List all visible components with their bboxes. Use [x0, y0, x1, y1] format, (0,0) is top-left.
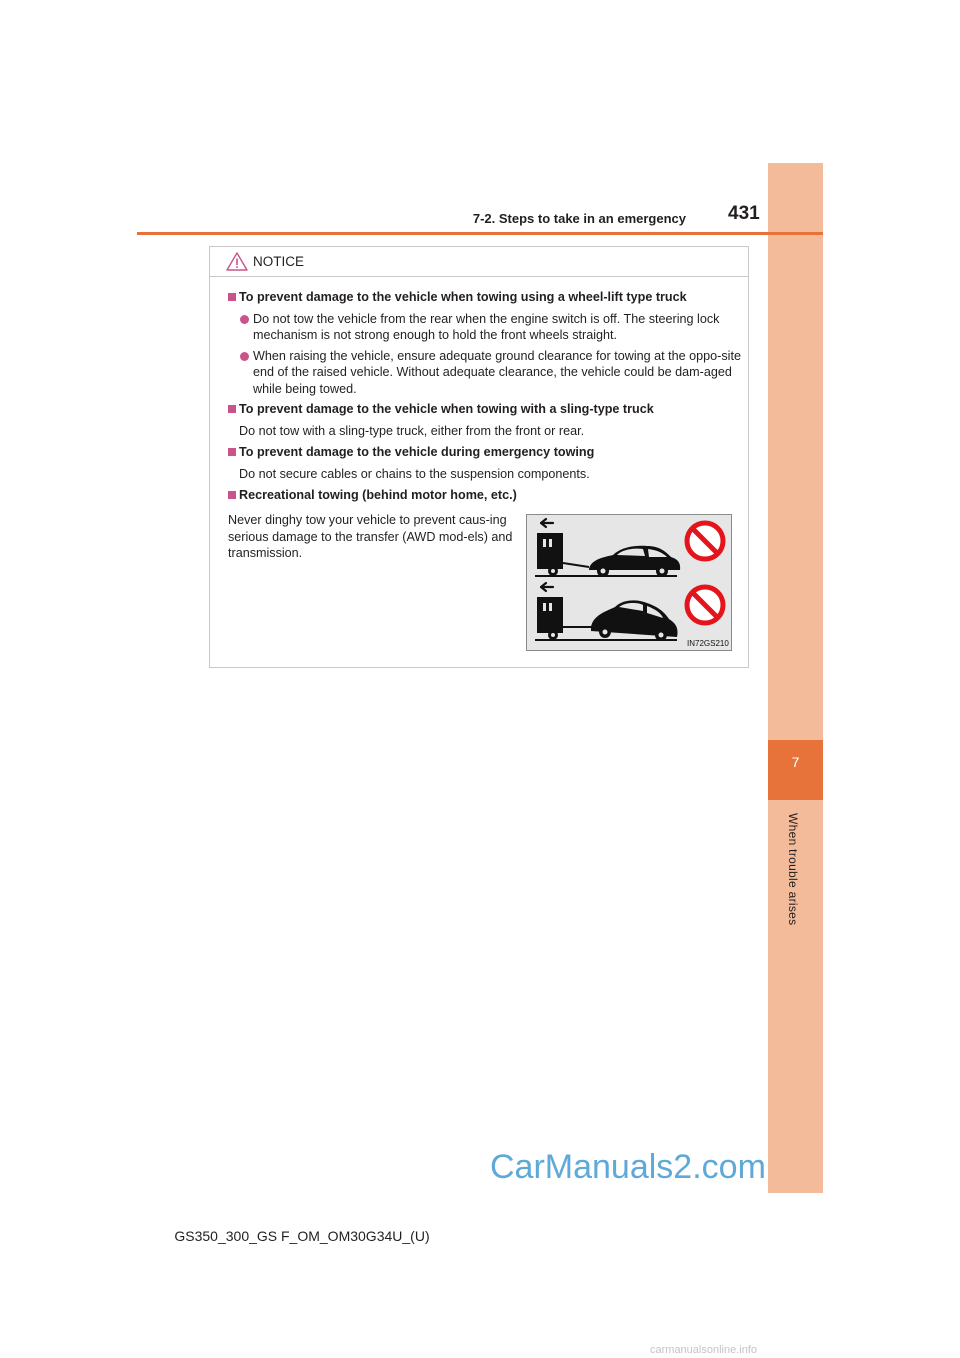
square-bullet-icon	[228, 405, 236, 413]
warning-triangle-icon	[226, 252, 248, 271]
recreational-towing-text: Never dinghy tow your vehicle to prevent caus-ing serious damage to the transfer (AWD mod-els) and transmission.	[228, 513, 513, 560]
page-number: 431	[728, 203, 760, 224]
round-bullet-icon	[240, 315, 249, 324]
round-bullet-icon	[240, 352, 249, 361]
notice-label: NOTICE	[253, 254, 305, 269]
section-heading: To prevent damage to the vehicle when towing with a sling-type truck	[228, 401, 742, 418]
section-text: Do not secure cables or chains to the suspension components.	[239, 466, 590, 481]
square-bullet-icon	[228, 293, 236, 301]
header-rule	[137, 232, 823, 235]
towing-prohibited-figure	[527, 515, 731, 650]
dinghy-tow-illustration	[526, 514, 732, 651]
site-watermark: carmanualsonline.info	[650, 1344, 758, 1356]
chapter-number: 7	[791, 754, 800, 770]
section-heading: To prevent damage to the vehicle when towing using a wheel-lift type truck	[228, 289, 742, 306]
carmanuals-watermark: CarManuals2.com	[490, 1148, 766, 1186]
lower-towing-scene	[535, 583, 723, 641]
square-bullet-icon	[228, 448, 236, 456]
chapter-side-tab	[768, 163, 823, 1193]
bullet-item: When raising the vehicle, ensure adequate ground clearance for towing at the oppo-site end of the raised vehicle. Without adequate clearance, the vehicle could be dam-aged while being towed.	[228, 348, 742, 398]
bullet-item: Do not tow the vehicle from the rear when the engine switch is off. The steering lock mechanism is not strong enough to hold the front wheels straight.	[228, 311, 742, 344]
notice-box	[209, 246, 749, 668]
document-code: GS350_300_GS F_OM_OM30G34U_(U)	[174, 1228, 430, 1244]
section-heading: To prevent damage to the vehicle during emergency towing	[228, 444, 742, 461]
notice-content	[228, 289, 742, 509]
section-heading: Recreational towing (behind motor home, etc.)	[228, 487, 742, 504]
illustration-code: IN72GS210	[687, 639, 729, 648]
chapter-title: When trouble arises	[786, 813, 800, 926]
square-bullet-icon	[228, 491, 236, 499]
section-text: Do not tow with a sling-type truck, either from the front or rear.	[239, 423, 585, 438]
chapter-number-box	[768, 740, 823, 800]
section-title: 7-2. Steps to take in an emergency	[472, 211, 686, 226]
notice-header	[210, 247, 748, 277]
upper-towing-scene	[535, 519, 723, 577]
